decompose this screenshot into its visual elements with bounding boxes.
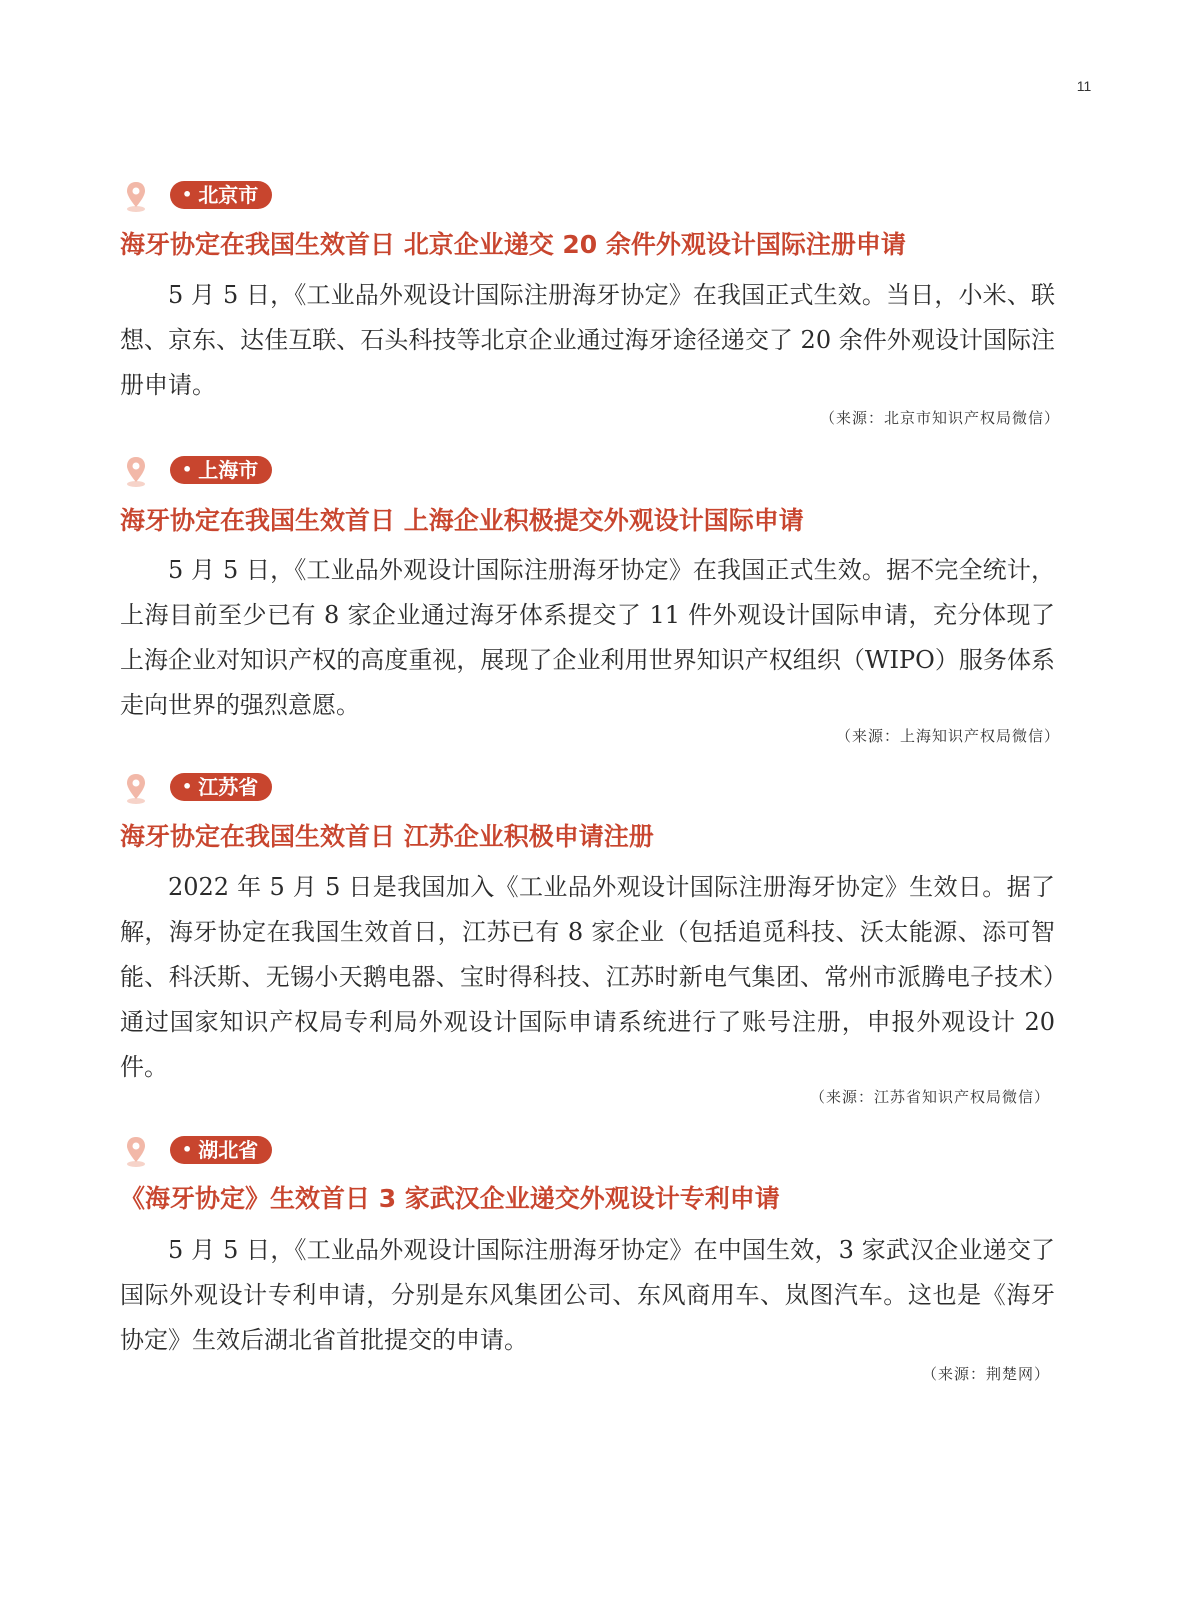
news-headline: 海牙协定在我国生效首日 北京企业递交 20 余件外观设计国际注册申请 — [120, 230, 906, 259]
news-source: （来源：荆楚网） — [921, 1365, 1050, 1383]
news-source: （来源：北京市知识产权局微信） — [819, 409, 1060, 427]
news-body: 5 月 5 日，《工业品外观设计国际注册海牙协定》在我国正式生效。当日，小米、联想、京东、达佳互联、石头科技等北京企业通过海牙途径递交了 20 余件外观设计国际注册申请。 — [120, 281, 1055, 399]
region-tag-row — [120, 773, 1060, 803]
news-body: 5 月 5 日，《工业品外观设计国际注册海牙协定》在我国正式生效。据不完全统计，上海目前至少已有 8 家企业通过海牙体系提交了 11 件外观设计国际申请，充分体现了上海企业对知识产权的高度重视，展现了企业利用世界知识产权组织（WIPO）服务体系走向世界的强烈意愿。 — [120, 556, 1055, 719]
location-pin-icon — [125, 456, 147, 488]
location-pin-icon — [125, 181, 147, 213]
region-label: 湖北省 — [198, 1138, 259, 1162]
tag-bullet-icon: • — [182, 460, 193, 479]
tag-bullet-icon: • — [182, 185, 193, 204]
region-label: 北京市 — [198, 183, 259, 207]
region-tag — [170, 181, 272, 209]
region-tag — [170, 773, 272, 801]
tag-bullet-icon: • — [182, 1140, 193, 1159]
page-number: 11 — [1076, 78, 1092, 94]
news-section-shanghai — [120, 456, 1060, 756]
region-label: 上海市 — [198, 458, 259, 482]
news-headline: 《海牙协定》生效首日 3 家武汉企业递交外观设计专利申请 — [120, 1184, 780, 1213]
news-body: 2022 年 5 月 5 日是我国加入《工业品外观设计国际注册海牙协定》生效日。据了解，海牙协定在我国生效首日，江苏已有 8 家企业（包括追觅科技、沃太能源、添可智能、科沃斯、无锡小天鹅电器、宝时得科技、江苏时新电气集团、常州市派腾电子技术）通过国家知识产权局专利局外观设计国际申请系统进行了账号注册，申报外观设计 20 件。 — [120, 873, 1055, 1081]
region-tag — [170, 1136, 272, 1164]
news-body: 5 月 5 日，《工业品外观设计国际注册海牙协定》在中国生效，3 家武汉企业递交了国际外观设计专利申请，分别是东风集团公司、东风商用车、岚图汽车。这也是《海牙协定》生效后湖北省首批提交的申请。 — [120, 1236, 1055, 1354]
region-tag — [170, 456, 272, 484]
news-headline: 海牙协定在我国生效首日 上海企业积极提交外观设计国际申请 — [120, 506, 804, 535]
news-section-jiangsu — [120, 773, 1060, 1118]
news-headline: 海牙协定在我国生效首日 江苏企业积极申请注册 — [120, 822, 654, 851]
tag-bullet-icon: • — [182, 777, 193, 796]
news-section-beijing — [120, 181, 1060, 441]
region-tag-row — [120, 456, 1060, 486]
location-pin-icon — [125, 1136, 147, 1168]
location-pin-icon — [125, 773, 147, 805]
news-source: （来源：江苏省知识产权局微信） — [809, 1088, 1050, 1106]
region-tag-row — [120, 1136, 1060, 1166]
news-source: （来源：上海知识产权局微信） — [835, 727, 1060, 745]
region-label: 江苏省 — [198, 775, 259, 799]
news-section-hubei — [120, 1136, 1060, 1396]
region-tag-row — [120, 181, 1060, 211]
